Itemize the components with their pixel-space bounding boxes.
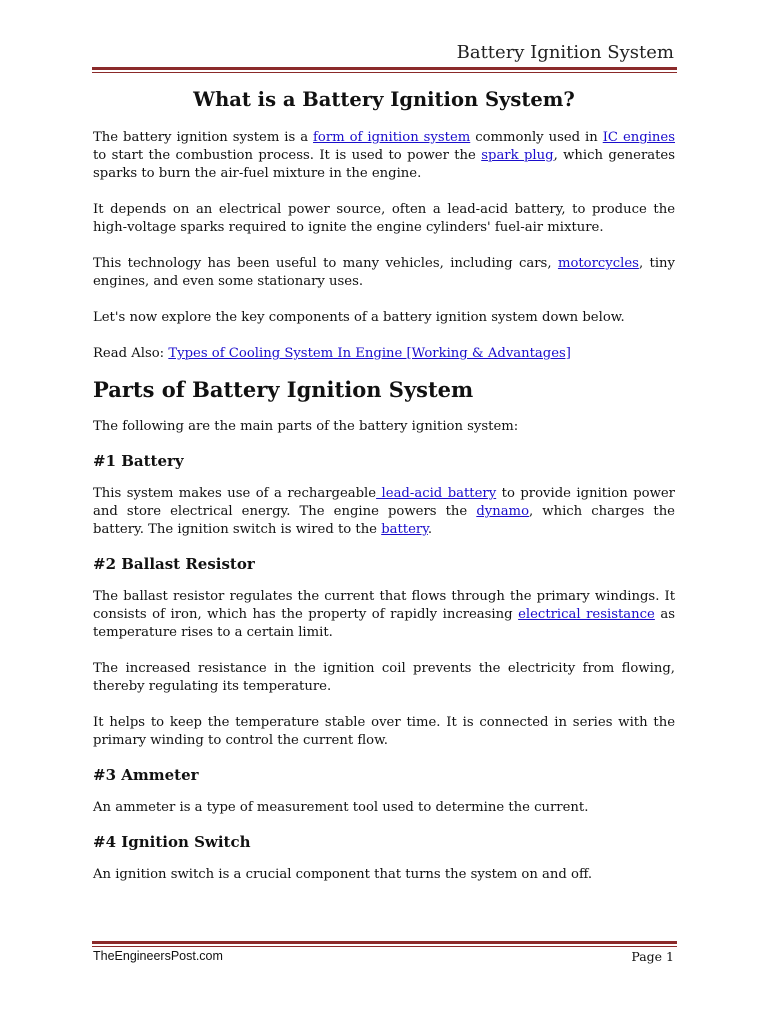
battery-heading: #1 Battery [93, 452, 184, 470]
intro-paragraph [93, 129, 675, 183]
link-battery[interactable]: battery [381, 522, 428, 537]
ballast-heading: #2 Ballast Resistor [93, 555, 255, 573]
read-also [93, 345, 675, 363]
explore-paragraph: Let's now explore the key components of a battery ignition system down below. [93, 310, 625, 325]
battery-text-1: This system makes use of a rechargeable [93, 486, 377, 501]
link-dynamo[interactable]: dynamo [476, 504, 530, 519]
link-electrical-resistance[interactable]: electrical resistance [518, 607, 655, 622]
ballast-paragraph-1 [93, 588, 675, 642]
footer-site: TheEngineersPost.com [93, 949, 223, 963]
link-ic-engines[interactable]: IC engines [602, 130, 675, 145]
uses-text-1: This technology has been useful to many vehicles, including cars, [93, 256, 558, 271]
intro-text-1: The battery ignition system is a [93, 130, 314, 145]
footer-rule [92, 941, 677, 947]
battery-paragraph [93, 485, 675, 539]
article-body [93, 88, 675, 902]
intro-text-4: , which generates sparks to burn the air-fuel mixture in the engine. [93, 148, 675, 181]
ballast-paragraph-2: The increased resistance in the ignition coil prevents the electricity from flowing, thereby regulating its temperature. [93, 661, 675, 694]
link-form-of-ignition-system[interactable]: form of ignition system [313, 130, 471, 145]
read-also-label: Read Also: [93, 346, 169, 361]
link-types-of-cooling-system[interactable]: Types of Cooling System In Engine [Working & Advantages] [168, 346, 571, 361]
ammeter-paragraph: An ammeter is a type of measurement tool used to determine the current. [93, 800, 589, 815]
parts-intro: The following are the main parts of the battery ignition system: [93, 419, 519, 434]
ballast-paragraph-3: It helps to keep the temperature stable over time. It is connected in series with the primary winding to control the current flow. [93, 715, 675, 748]
link-spark-plug[interactable]: spark plug [481, 148, 554, 163]
battery-text-3: , which charges the battery. The ignition switch is wired to the [93, 504, 675, 537]
header-rule [92, 67, 677, 73]
intro-text-2: commonly used in [470, 130, 603, 145]
footer-page-number: Page 1 [631, 949, 674, 964]
ignition-switch-paragraph: An ignition switch is a crucial component that turns the system on and off. [93, 867, 593, 882]
article-title: What is a Battery Ignition System? [193, 88, 575, 111]
uses-text-2: , tiny engines, and even some stationary uses. [93, 256, 675, 289]
ignition-switch-heading: #4 Ignition Switch [93, 833, 251, 851]
power-source-paragraph: It depends on an electrical power source, often a lead-acid battery, to produce the high-voltage sparks required to ignite the engine cylinders' fuel-air mixture. [93, 202, 675, 235]
ballast-text-2: as temperature rises to a certain limit. [93, 607, 675, 640]
uses-paragraph [93, 255, 675, 291]
intro-text-3: to start the combustion process. It is used to power the [93, 148, 482, 163]
battery-text-2: to provide ignition power and store electrical energy. The engine powers the [93, 486, 675, 519]
battery-text-4: . [427, 522, 433, 537]
parts-heading: Parts of Battery Ignition System [93, 377, 474, 402]
ballast-text-1: The ballast resistor regulates the current that flows through the primary windings. It consists of iron, which has the property of rapidly increasing [93, 589, 675, 622]
header-title: Battery Ignition System [456, 42, 674, 63]
link-motorcycles[interactable]: motorcycles [557, 256, 639, 271]
link-lead-acid-battery[interactable]: lead-acid battery [376, 486, 497, 501]
ammeter-heading: #3 Ammeter [93, 766, 199, 784]
